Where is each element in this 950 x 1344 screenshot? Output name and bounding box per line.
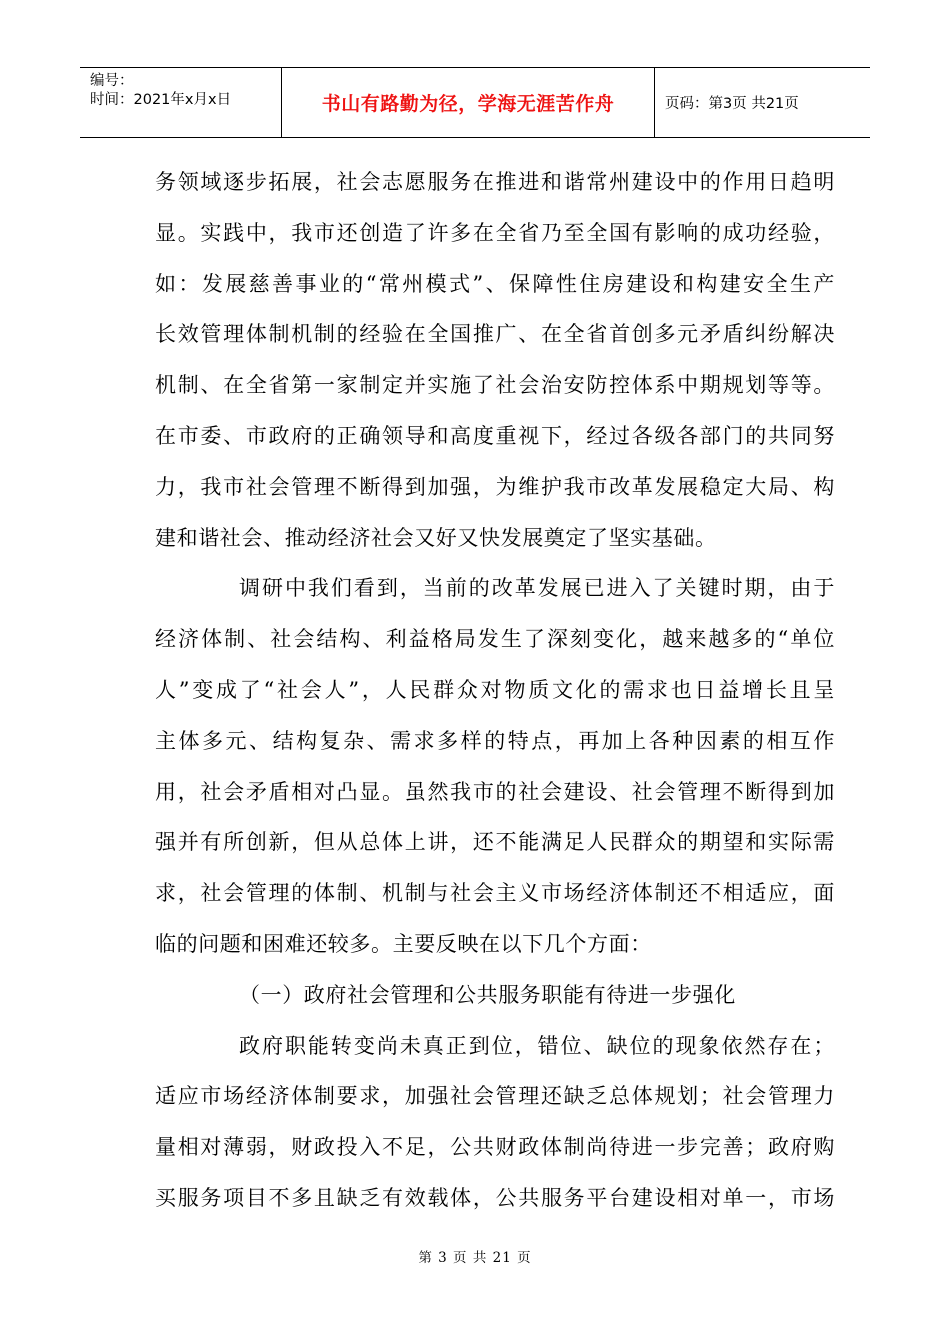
body-line: 政府职能转变尚未真正到位，错位、缺位的现象依然存在； xyxy=(239,1033,835,1058)
body-line: 求，社会管理的体制、机制与社会主义市场经济体制还不相适应，面 xyxy=(155,881,835,906)
document-number: 编号： xyxy=(90,73,134,89)
document-body xyxy=(155,157,835,1224)
header-page-info: 页码：第3页 共21页 xyxy=(665,96,799,112)
body-line: 经济体制、社会结构、利益格局发生了深刻变化，越来越多的“单位 xyxy=(155,627,835,652)
page-footer: 第 3 页 共 21 页 xyxy=(418,1250,532,1266)
document-header xyxy=(80,67,870,138)
body-line: 强并有所创新，但从总体上讲，还不能满足人民群众的期望和实际需 xyxy=(155,830,835,855)
header-motto: 书山有路勤为径，学海无涯苦作舟 xyxy=(321,93,615,115)
body-line: 机制、在全省第一家制定并实施了社会治安防控体系中期规划等等。 xyxy=(155,373,835,398)
body-line: 如：发展慈善事业的“常州模式”、保障性住房建设和构建安全生产 xyxy=(155,271,835,296)
document-date: 时间：2021年x月x日 xyxy=(90,92,232,108)
body-line: 主体多元、结构复杂、需求多样的特点，再加上各种因素的相互作 xyxy=(155,728,835,753)
body-line: 买服务项目不多且缺乏有效载体，公共服务平台建设相对单一，市场 xyxy=(155,1185,835,1210)
body-line: 务领域逐步拓展，社会志愿服务在推进和谐常州建设中的作用日趋明 xyxy=(155,170,835,194)
body-line: 适应市场经济体制要求，加强社会管理还缺乏总体规划；社会管理力 xyxy=(155,1084,835,1109)
body-line: 力，我市社会管理不断得到加强，为维护我市改革发展稳定大局、构 xyxy=(155,474,835,499)
body-line: 建和谐社会、推动经济社会又好又快发展奠定了坚实基础。 xyxy=(155,525,717,550)
section-heading: （一）政府社会管理和公共服务职能有待进一步强化 xyxy=(239,982,736,1007)
body-line: 用，社会矛盾相对凸显。虽然我市的社会建设、社会管理不断得到加 xyxy=(155,779,835,804)
body-line: 长效管理体制机制的经验在全国推广、在全省首创多元矛盾纠纷解决 xyxy=(155,322,835,347)
header-divider xyxy=(654,68,655,137)
header-meta xyxy=(90,72,231,110)
body-line: 在市委、市政府的正确领导和高度重视下，经过各级各部门的共同努 xyxy=(155,423,835,448)
body-line: 显。实践中，我市还创造了许多在全省乃至全国有影响的成功经验， xyxy=(155,220,835,245)
body-line: 量相对薄弱，财政投入不足，公共财政体制尚待进一步完善；政府购 xyxy=(155,1135,835,1160)
body-line: 调研中我们看到，当前的改革发展已进入了关键时期，由于 xyxy=(239,576,835,601)
body-line: 人”变成了“社会人”，人民群众对物质文化的需求也日益增长且呈 xyxy=(155,677,835,702)
body-line: 临的问题和困难还较多。主要反映在以下几个方面： xyxy=(155,931,652,956)
